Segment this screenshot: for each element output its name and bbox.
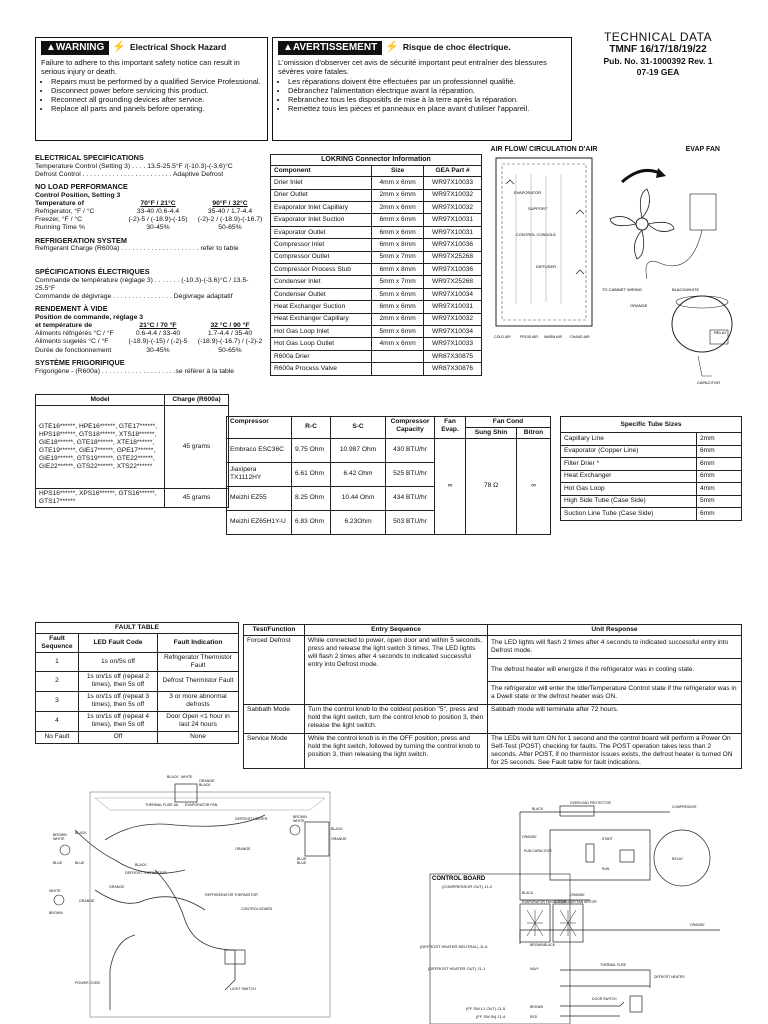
model-charge-table xyxy=(35,394,229,508)
warning-label-fr: ▲AVERTISSEMENT xyxy=(278,41,382,55)
svg-text:RUN CAPACITOR: RUN CAPACITOR xyxy=(524,849,552,853)
lokring-col-component: Component xyxy=(271,166,372,177)
svg-text:CONDENSER FAN MOTOR: CONDENSER FAN MOTOR xyxy=(554,900,597,904)
tech-date: 07-19 GEA xyxy=(636,66,680,77)
svg-text:NAVY: NAVY xyxy=(530,967,539,971)
evaporator-label: EVAPORATOR xyxy=(514,190,542,196)
svg-text:BROWN: BROWN xyxy=(49,911,63,915)
defrost-control-fr: Commande de dégivrage . . . . . . . . . . . . . . . . Dégivrage adaptatif xyxy=(35,293,233,301)
table-row: Hot Gas Loop Outlet 4mm x 6mm WR97X10033 xyxy=(271,338,482,350)
table-row: Drier Inlet 4mm x 6mm WR97X10033 xyxy=(271,177,482,189)
svg-text:POWER CORD: POWER CORD xyxy=(75,981,101,985)
pin-compressor-out: (COMPRESSOR OUT) J1-2 xyxy=(442,884,493,889)
table-row: Condenser Inlet 5mm x 7mm WR97X25268 xyxy=(271,276,482,288)
chaud-air-legend: CHAUD AIR xyxy=(570,335,590,340)
table-row: Evaporator Outlet 6mm x 6mm WR97X10031 xyxy=(271,226,482,238)
svg-text:BLACK: BLACK xyxy=(135,863,147,867)
table-row: Heat Exchanger Suction 6mm x 6mm WR97X10031 xyxy=(271,301,482,313)
diffuser-label: DIFFUSER xyxy=(536,264,556,270)
svg-text:OVERLOAD PROTECTOR: OVERLOAD PROTECTOR xyxy=(570,801,612,805)
svg-text:RUN: RUN xyxy=(602,867,610,871)
col-32c: 32 °C / 90 °F xyxy=(210,322,250,330)
svg-text:DEFROST THERMISTOR: DEFROST THERMISTOR xyxy=(125,871,167,875)
perf-row: Running Time % 30-45% 50-65% xyxy=(35,224,242,232)
svg-text:RELAY: RELAY xyxy=(672,857,683,861)
table-row: Filter Drier * 6mm xyxy=(561,458,742,471)
warning-box-en xyxy=(35,37,268,141)
tech-title: TECHNICAL DATA xyxy=(603,30,713,44)
black-white-label: BLACK/WHITE xyxy=(672,287,700,293)
svg-text:ORANGE: ORANGE xyxy=(79,899,95,903)
temp-of-label-fr: et température de xyxy=(35,322,93,330)
table-row: Meizhi EZ65H1Y-U 6.83 Ohm 6.23Ohm 503 BTU/hr xyxy=(227,510,551,534)
col-fan-cond: Fan Cond xyxy=(466,417,551,428)
wiring-diagram-left xyxy=(35,770,365,1020)
control-console-label: CONTROL CONSOLE xyxy=(516,232,557,238)
table-row: High Side Tube (Case Side) 5mm xyxy=(561,495,742,508)
table-row: Capillary Line 2mm xyxy=(561,433,742,446)
svg-text:START: START xyxy=(602,837,613,841)
svg-text:REFRIGERATOR THERMISTOR: REFRIGERATOR THERMISTOR xyxy=(205,893,258,897)
table-row: Meizhi EZ55 8.25 Ohm 10.44 Ohm 434 BTU/hr xyxy=(227,486,551,510)
table-row: Compressor Outlet 5mm x 7mm WR97X25268 xyxy=(271,251,482,263)
col-capacity: Compressor Capacity xyxy=(386,417,435,439)
elec-spec-title: ELECTRICAL SPECIFICATIONS xyxy=(35,153,144,162)
control-position-fr: Position de commande, réglage 3 xyxy=(35,313,144,321)
perf-row: Refrigerator, °F / °C 33-40 /0.6-4.4 35-40 / 1.7-4.4 xyxy=(35,208,253,216)
rotation-arrow-icon xyxy=(622,171,662,183)
table-row: R600a Drier WR87X30875 xyxy=(271,350,482,362)
warning-bullet: • Remettez tous les pièces et panneaux en place avant d'utiliser l'appareil. xyxy=(288,104,566,113)
refrig-charge: Refrigerant Charge (R600a) . . . . . . . . . . . . . . . . . . . . . refer to table xyxy=(35,245,239,253)
sung-shin-value: 78 Ω xyxy=(466,438,517,534)
warning-bullet: • Rebranchez tous les dispositifs de mise à la terre après la réparation. xyxy=(288,95,566,104)
support-label: SUPPORT xyxy=(528,206,548,212)
svg-text:CONTROL BOARD: CONTROL BOARD xyxy=(241,907,273,911)
compressor-shape xyxy=(672,296,732,352)
warning-label: ▲WARNING xyxy=(41,41,109,55)
warm-air-legend: WARM AIR xyxy=(544,335,563,340)
tech-model: TMNF 16/17/18/19/22 xyxy=(609,44,707,56)
svg-text:BLACK: BLACK xyxy=(532,807,544,811)
refrig-title: REFRIGERATION SYSTEM xyxy=(35,235,127,245)
table-row: Hot Gas Loop Inlet 5mm x 6mm WR97X10034 xyxy=(271,325,482,337)
shock-icon: ⚡ xyxy=(385,41,399,53)
airflow-diagram xyxy=(486,146,602,356)
warning-bullet: • Les réparations doivent être effectuées par un professionnel qualifié. xyxy=(288,77,566,86)
orange-label: ORANGE xyxy=(630,303,648,309)
fan-wire xyxy=(646,230,702,279)
tube-table-title: Specific Tube Sizes xyxy=(561,417,742,433)
cabinet-outline xyxy=(90,792,330,1017)
table-row: Condenser Outlet 5mm x 6mm WR97X10034 xyxy=(271,288,482,300)
svg-text:BLACK: BLACK xyxy=(331,827,343,831)
relay-label: RELAY xyxy=(714,330,727,336)
svg-text:ORANGE: ORANGE xyxy=(690,923,705,927)
svg-text:BROWN: BROWN xyxy=(530,1005,543,1009)
svg-text:EVAPORATOR FAN MOTOR: EVAPORATOR FAN MOTOR xyxy=(522,900,567,904)
warning-bullets xyxy=(41,77,262,113)
table-row: Drier Outlet 2mm x 6mm WR97X10032 xyxy=(271,189,482,201)
table-row: Heat Exchanger Capillary 2mm x 6mm WR97X10032 xyxy=(271,313,482,325)
svg-text:ORANGE: ORANGE xyxy=(199,779,215,783)
warning-box-fr xyxy=(272,37,572,141)
perf-rows xyxy=(35,208,265,232)
pin-defrost-out: (DEFROST HEATER OUT) J1-1 xyxy=(428,966,486,971)
svg-text:BROWN/BLACK: BROWN/BLACK xyxy=(530,943,556,947)
svg-text:BLACK: BLACK xyxy=(522,891,534,895)
temp-control-fr: Commande de température (réglage 3) . . . . . . . (-10.3)-(-3.6)°C / 13.5-25.5°F xyxy=(35,276,249,292)
table-row: GTE16******, HPE16******, GTE17******, HPS18******, GTS18******, XTS18******, GIE18******, GTE18******, XTE18******, GTE19******, GIE17******, GPE17******, GIE19******, GTS19******, GTE22******, GIE22******, GTS22******, XTS22****** 45 grams xyxy=(36,405,229,488)
table-row: Jiaxipera TX1112HY 6.61 Ohm 6.42 Ohm 525 BTU/hr xyxy=(227,462,551,486)
svg-text:RED: RED xyxy=(530,1015,538,1019)
fan-motor xyxy=(690,194,716,230)
svg-text:BLUE: BLUE xyxy=(297,857,307,861)
technical-data-header xyxy=(578,30,738,77)
fault-table-title: FAULT TABLE xyxy=(36,623,239,634)
col-rc: R-C xyxy=(292,417,331,439)
warning-bullets-fr xyxy=(278,77,566,113)
lokring-title: LOKRING Connector Information xyxy=(271,155,482,166)
fault-table xyxy=(35,622,239,744)
table-row: Suction Line Tube (Case Side) 6mm xyxy=(561,508,742,521)
refrig-title-fr: SYSTÈME FRIGORIFIQUE xyxy=(35,357,125,367)
capacitor-label: CAPACITOR xyxy=(697,380,720,386)
air-path xyxy=(502,164,586,320)
perf-row: Durée de fonctionnement 30-45% 50-65% xyxy=(35,346,242,354)
evap-fan-title: EVAP FAN xyxy=(685,146,720,153)
temp-of-label: Temperature of xyxy=(35,199,84,207)
cabinet-outline xyxy=(496,158,592,326)
table-row: Forced Defrost While connected to power, open door and within 5 seconds, press and release the light switch 3 times. The LED lights will flash 2 times after 4 seconds to indicated successful entry into Defrost mode. The LED lights will flash 2 times after 4 seconds to indicated successful entry into Defrost mode. xyxy=(244,635,742,658)
col-21c: 21°C / 70 °F xyxy=(139,322,177,330)
pin-ff-sw-out: (FF SW L1 OUT) J1-5 xyxy=(466,1006,506,1011)
col-compressor: Compressor xyxy=(227,417,292,439)
table-row: No Fault Off None xyxy=(36,731,239,743)
svg-text:WHITE: WHITE xyxy=(181,775,193,779)
table-row: Embraco ESC36C 9.75 Ohm 10.987 Ohm 430 BTU/hr ∞ 78 Ω ∞ xyxy=(227,438,551,462)
cold-air-legend: COLD AIR xyxy=(494,335,511,340)
svg-text:BLACK: BLACK xyxy=(199,783,211,787)
svg-text:BLUE: BLUE xyxy=(53,861,63,865)
warning-intro-fr: L'omission d'observer cet avis de sécurité important peut entraîner des blessures sévères voire fatales. xyxy=(278,58,547,76)
bitron-value: ∞ xyxy=(516,438,550,534)
control-position: Control Position, Setting 3 xyxy=(35,191,121,199)
table-row: HPS16******, XPS16******, GTS16******, GTS17****** 45 grams xyxy=(36,488,229,507)
col-sc: S-C xyxy=(331,417,386,439)
perf-row: Aliments réfrigérés °C / °F 0.6-4.4 / 33-40 1.7-4.4 / 35-40 xyxy=(35,330,253,338)
pin-defrost-neutral: (DEFROST HEATER NEUTRAL) J1-6 xyxy=(420,944,488,949)
svg-text:ORANGE: ORANGE xyxy=(235,847,251,851)
svg-text:BLUE: BLUE xyxy=(75,861,85,865)
svg-text:DEFROST HEATER: DEFROST HEATER xyxy=(654,975,685,979)
pin-ff-sw-in: (FF SW IN) J1-4 xyxy=(476,1014,506,1019)
specs-en xyxy=(35,154,265,254)
fault-col-indication: Fault Indication xyxy=(158,633,239,652)
svg-text:COMPRESSOR: COMPRESSOR xyxy=(672,805,697,809)
fan-evap-value: ∞ xyxy=(435,438,466,534)
col-bitron: Bitron xyxy=(516,427,550,438)
svg-text:DOOR SWITCH: DOOR SWITCH xyxy=(592,997,617,1001)
table-row: The refrigerator will enter the Idle/Temperature Control state if the refrigerator was in a Dwell state or the defrost heater was ON. xyxy=(244,681,742,704)
svg-text:BLACK: BLACK xyxy=(75,831,87,835)
svg-text:WHITE: WHITE xyxy=(293,819,305,823)
svg-text:BROWN: BROWN xyxy=(53,833,67,837)
svg-text:THERMAL FUSE: THERMAL FUSE xyxy=(600,963,627,967)
table-row: 1 1s on/5s off Refrigerator Thermistor Fault xyxy=(36,652,239,671)
warning-bullet: • Disconnect power before servicing this product. xyxy=(51,86,262,95)
airflow-title: AIR FLOW/ CIRCULATION D'AIR xyxy=(490,146,598,153)
test-function-table xyxy=(243,624,742,769)
table-row: Hot Gas Loop 4mm xyxy=(561,483,742,496)
power-cord xyxy=(110,935,135,1010)
svg-text:THERMAL FUSE 5A: THERMAL FUSE 5A xyxy=(145,803,179,807)
table-row: 3 1s on/1s off (repeat 3 times), then 5s off 3 or more abnormal defrosts xyxy=(36,691,239,711)
table-row: Compressor Inlet 6mm x 8mm WR97X10036 xyxy=(271,239,482,251)
fault-col-led: LED Fault Code xyxy=(79,633,158,652)
airflow-illustration xyxy=(486,154,602,344)
refrig-charge-fr: Frigorigène - (R600a) . . . . . . . . . . . . . . . . . . . .se référer à la table xyxy=(35,367,235,375)
test-col-func: Test/Function xyxy=(244,625,305,636)
wiring-diagram-right xyxy=(420,800,745,1024)
connector-block-right xyxy=(305,822,329,856)
specs-fr xyxy=(35,268,265,376)
table-row: R600a Process Valve WR87X30876 xyxy=(271,363,482,375)
svg-text:ORANGE: ORANGE xyxy=(331,837,347,841)
svg-text:ORANGE: ORANGE xyxy=(570,893,585,897)
svg-text:WHITE: WHITE xyxy=(49,889,61,893)
fan-blade-icon xyxy=(610,189,674,259)
fault-col-seq: Fault Sequence xyxy=(36,633,79,652)
svg-text:BLUE: BLUE xyxy=(297,861,307,865)
warning-bullet: • Replace all parts and panels before operating. xyxy=(51,104,262,113)
table-row: The defrost heater will energize if the refrigerator was in cooling state. xyxy=(244,658,742,681)
lokring-table xyxy=(270,154,482,376)
charge-header: Charge (R600a) xyxy=(165,395,229,406)
warning-title: Electrical Shock Hazard xyxy=(129,42,227,52)
svg-text:WHITE: WHITE xyxy=(53,837,65,841)
svg-text:BLACK: BLACK xyxy=(167,775,179,779)
table-row: 2 1s on/1s off (repeat 2 times), then 5s off Defrost Thermistor Fault xyxy=(36,671,239,691)
col-90f: 90°F / 32°C xyxy=(212,199,248,207)
no-load-title-fr: RENDEMENT À VIDE xyxy=(35,304,108,314)
table-row: Evaporator Inlet Capillary 2mm x 6mm WR97X10032 xyxy=(271,202,482,214)
lokring-col-part: GEA Part # xyxy=(424,166,482,177)
evap-fan-illustration xyxy=(602,154,742,389)
col-sung-shin: Sung Shin xyxy=(466,427,517,438)
elec-spec-title-fr: SPÉCIFICATIONS ÉLECTRIQUES xyxy=(35,267,150,276)
svg-text:BROWN: BROWN xyxy=(293,815,307,819)
tech-pub: Pub. No. 31-1000392 Rev. 1 xyxy=(603,56,713,67)
froid-air-legend: FROID AIR xyxy=(520,335,538,340)
connector-block xyxy=(175,784,197,802)
svg-text:EVAPORATOR FAN: EVAPORATOR FAN xyxy=(185,803,218,807)
defrost-control: Defrost Control . . . . . . . . . . . . . . . . . . . . . . . . Adaptive Defrost xyxy=(35,170,224,178)
svg-text:ORANGE: ORANGE xyxy=(109,885,125,889)
lokring-col-size: Size xyxy=(372,166,424,177)
shock-icon: ⚡ xyxy=(112,41,126,53)
control-board-title: CONTROL BOARD xyxy=(432,876,486,882)
evap-fan-diagram xyxy=(602,146,742,391)
warning-title-fr: Risque de choc électrique. xyxy=(402,42,511,52)
compressor-table xyxy=(226,416,551,535)
svg-text:ORANGE: ORANGE xyxy=(522,835,537,839)
svg-text:LIGHT SWITCH: LIGHT SWITCH xyxy=(230,987,256,991)
warning-bullet: • Débranchez l'alimentation électrique avant la réparation. xyxy=(288,86,566,95)
warning-bullet: • Reconnect all grounding devices after service. xyxy=(51,95,262,104)
no-load-title: NO LOAD PERFORMANCE xyxy=(35,182,128,192)
svg-text:DEFROST HEATER: DEFROST HEATER xyxy=(235,817,268,821)
tube-size-table xyxy=(560,416,742,521)
col-fan-evap: Fan Evap. xyxy=(435,417,466,439)
table-row: Compressor Process Stub 6mm x 8mm WR97X10036 xyxy=(271,264,482,276)
table-row: 4 1s on/1s off (repeat 4 times), then 5s off Door Open <1 hour in last 24 hours xyxy=(36,711,239,731)
table-row: Heat Exchanger 6mm xyxy=(561,470,742,483)
warning-intro: Failure to adhere to this important safety notice can result in serious injury or death. xyxy=(41,58,240,76)
model-header: Model xyxy=(36,395,165,406)
test-col-entry: Entry Sequence xyxy=(305,625,488,636)
table-row: Evaporator Inlet Suction 6mm x 6mm WR97X10031 xyxy=(271,214,482,226)
perf-row: Freezer, °F / °C (-2)-5 / (-18.9)-(-15) (-2)-2 / (-18.9)-(-16.7) xyxy=(35,216,263,224)
table-row: Evaporator (Copper Line) 6mm xyxy=(561,445,742,458)
to-cabinet-label: TO CABINET WIRING xyxy=(602,287,642,293)
table-row: Service Mode While the control knob is in the OFF position, press and hold the light switch, followed by turning the control knob to position 3, then releasing the light switch. The LEDs will turn ON for 1 second and the control board will perform a Power On Self-Test (POST) checking for faults. The POST operation takes less than 2 seconds. After POST, if no thermistor issues exists, the defrost heater is turned ON for 25 seconds. See Fault table for fault indications. xyxy=(244,733,742,768)
warning-bullet: • Repairs must be performed by a qualified Service Professional. xyxy=(51,77,262,86)
test-col-response: Unit Response xyxy=(488,625,742,636)
perf-row: Aliments sugelés °C / °F (-18.9)-(-15) / (-2)-5 (-18.9)-(-16.7) / (-2)-2 xyxy=(35,338,263,346)
table-row: Sabbath Mode Turn the control knob to the coldest position "5", press and hold the light switch, turn the control knob to position 3, then release the light switch. Sabbath mode will terminate after 72 hours. xyxy=(244,704,742,733)
temp-control: Temperature Control (Setting 3) . . . . 13.5-25.5°F /(-10.3)-(-3.6)°C xyxy=(35,162,233,170)
col-70f: 70°F / 21°C xyxy=(140,199,176,207)
perf-rows-fr xyxy=(35,330,265,354)
